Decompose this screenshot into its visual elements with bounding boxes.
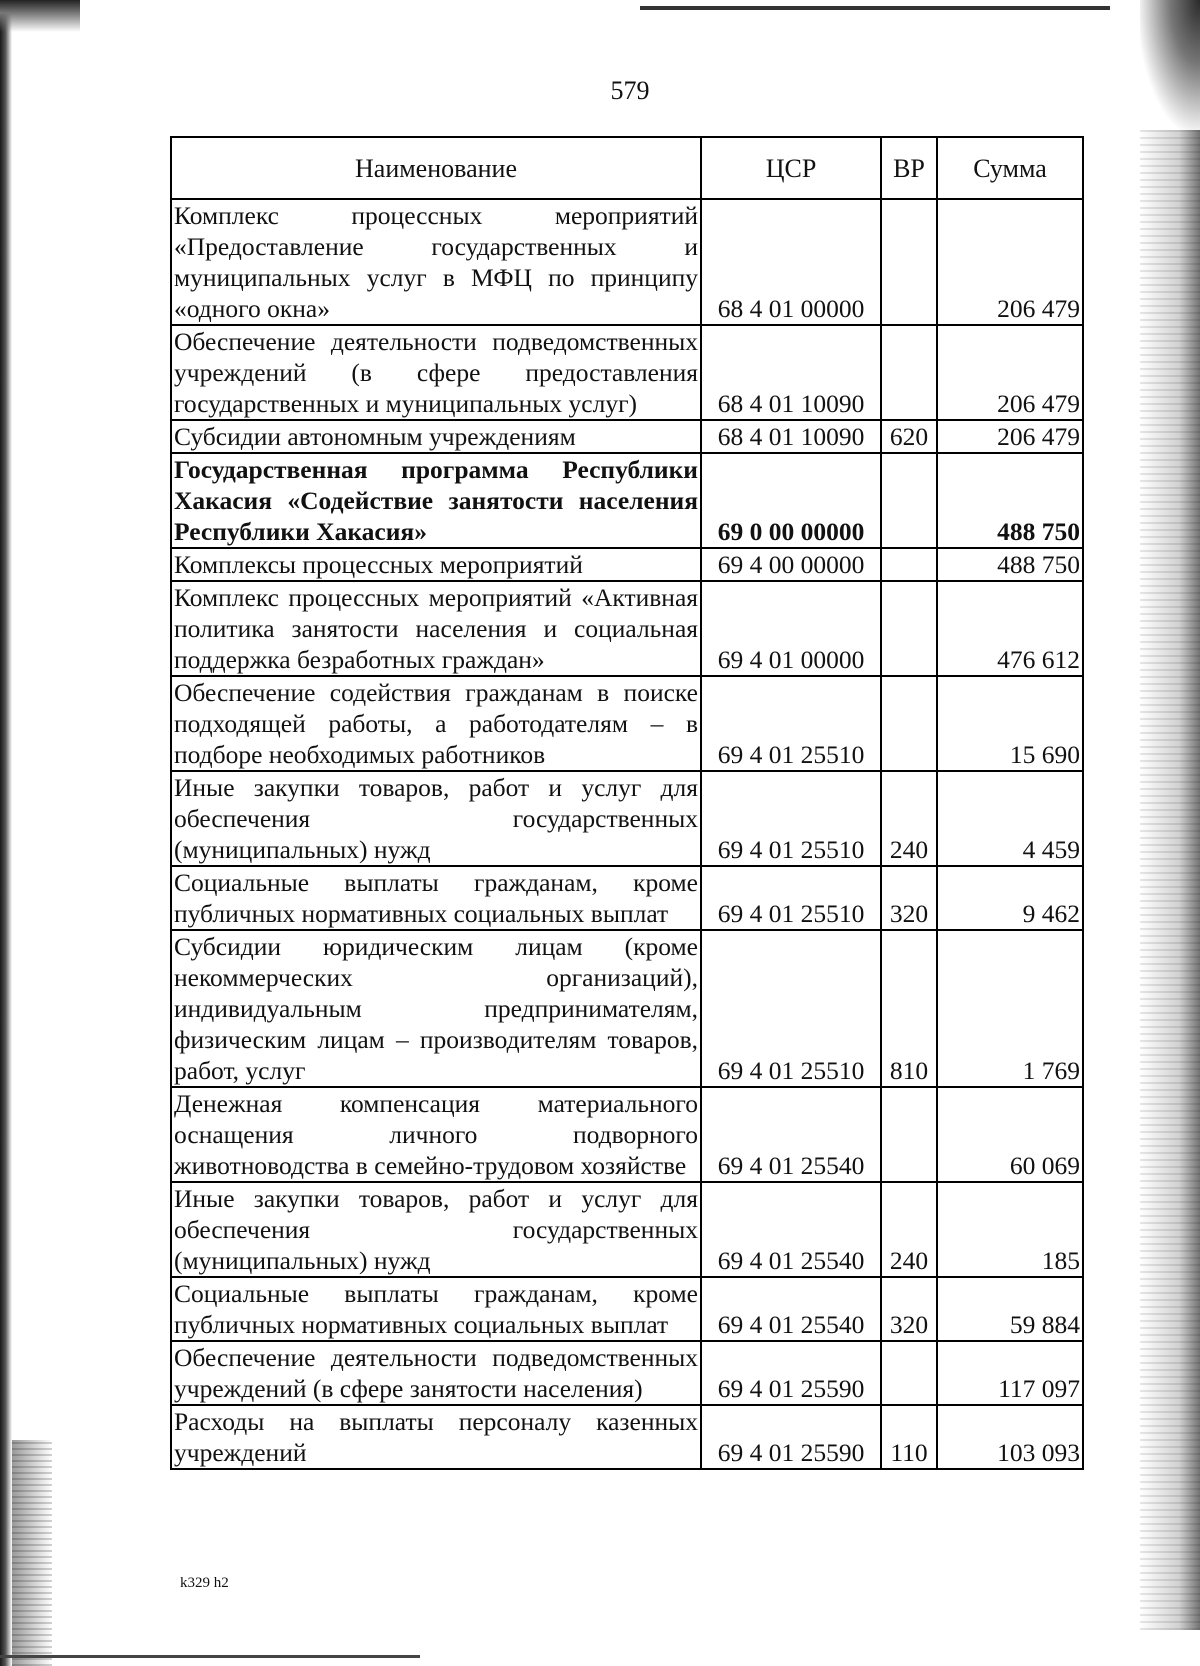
scan-left-edge	[0, 0, 12, 1666]
row-sum-cell: 60 069	[937, 1087, 1083, 1182]
row-name-cell: Государственная программа Республики Хакасия «Содействие занятости населения Республики Хакасия»	[171, 453, 701, 548]
row-sum-cell: 206 479	[937, 420, 1083, 453]
row-vr-cell: 620	[881, 420, 937, 453]
row-name-cell: Обеспечение содействия гражданам в поиске подходящей работы, а работодателям – в подборе необходимых работников	[171, 676, 701, 771]
scan-right-speckle	[1140, 130, 1200, 1630]
row-vr-cell: 320	[881, 1277, 937, 1341]
table-header-row	[171, 137, 1083, 199]
row-vr-cell	[881, 548, 937, 581]
row-csr-cell: 69 4 00 00000	[701, 548, 881, 581]
row-csr-cell: 69 4 01 25540	[701, 1277, 881, 1341]
row-vr-cell: 240	[881, 1182, 937, 1277]
scan-top-left-corner	[0, 0, 80, 32]
row-vr-cell	[881, 1341, 937, 1405]
row-csr-cell: 69 4 01 25510	[701, 771, 881, 866]
row-csr-cell: 69 4 01 25590	[701, 1405, 881, 1469]
header-sum: Сумма	[937, 137, 1083, 199]
table-row	[171, 325, 1083, 420]
row-csr-cell: 69 4 01 25540	[701, 1087, 881, 1182]
table-row	[171, 1087, 1083, 1182]
row-sum-cell: 185	[937, 1182, 1083, 1277]
table-row	[171, 453, 1083, 548]
row-csr-cell: 68 4 01 10090	[701, 420, 881, 453]
row-csr-cell: 69 4 01 00000	[701, 581, 881, 676]
row-csr-cell: 69 4 01 25510	[701, 866, 881, 930]
row-csr-cell: 69 4 01 25510	[701, 930, 881, 1087]
budget-table	[170, 136, 1084, 1470]
row-csr-cell: 69 4 01 25510	[701, 676, 881, 771]
header-vr: ВР	[881, 137, 937, 199]
table-row	[171, 771, 1083, 866]
row-sum-cell: 1 769	[937, 930, 1083, 1087]
row-name-cell: Комплекс процессных мероприятий «Предоставление государственных и муниципальных услуг в МФЦ по принципу «одного окна»	[171, 199, 701, 325]
scan-top-line	[640, 6, 1110, 10]
row-vr-cell: 810	[881, 930, 937, 1087]
table-row	[171, 1182, 1083, 1277]
header-csr: ЦСР	[701, 137, 881, 199]
row-name-cell: Социальные выплаты гражданам, кроме публичных нормативных социальных выплат	[171, 866, 701, 930]
row-sum-cell: 9 462	[937, 866, 1083, 930]
row-vr-cell	[881, 325, 937, 420]
row-csr-cell: 69 0 00 00000	[701, 453, 881, 548]
table-row	[171, 866, 1083, 930]
table-row	[171, 1405, 1083, 1469]
row-csr-cell: 68 4 01 10090	[701, 325, 881, 420]
row-name-cell: Социальные выплаты гражданам, кроме публичных нормативных социальных выплат	[171, 1277, 701, 1341]
row-csr-cell: 69 4 01 25540	[701, 1182, 881, 1277]
row-sum-cell: 103 093	[937, 1405, 1083, 1469]
table-row	[171, 581, 1083, 676]
header-name: Наименование	[171, 137, 701, 199]
row-sum-cell: 15 690	[937, 676, 1083, 771]
row-name-cell: Субсидии автономным учреждениям	[171, 420, 701, 453]
table-row	[171, 548, 1083, 581]
row-sum-cell: 4 459	[937, 771, 1083, 866]
row-name-cell: Денежная компенсация материального оснащения личного подворного животноводства в семейно-трудовом хозяйстве	[171, 1087, 701, 1182]
row-sum-cell: 488 750	[937, 453, 1083, 548]
row-sum-cell: 206 479	[937, 199, 1083, 325]
row-name-cell: Субсидии юридическим лицам (кроме некоммерческих организаций), индивидуальным предпринимателям, физическим лицам – производителям товаров, работ, услуг	[171, 930, 701, 1087]
row-vr-cell	[881, 1087, 937, 1182]
table-row	[171, 1277, 1083, 1341]
row-sum-cell: 117 097	[937, 1341, 1083, 1405]
row-sum-cell: 59 884	[937, 1277, 1083, 1341]
row-name-cell: Обеспечение деятельности подведомственных учреждений (в сфере занятости населения)	[171, 1341, 701, 1405]
row-csr-cell: 68 4 01 00000	[701, 199, 881, 325]
table-row	[171, 930, 1083, 1087]
scan-top-right-corner	[1140, 0, 1200, 130]
row-vr-cell: 320	[881, 866, 937, 930]
row-vr-cell	[881, 453, 937, 548]
table-row	[171, 420, 1083, 453]
scan-left-speckle	[12, 1440, 52, 1666]
row-vr-cell: 110	[881, 1405, 937, 1469]
row-name-cell: Расходы на выплаты персоналу казенных учреждений	[171, 1405, 701, 1469]
table-row	[171, 199, 1083, 325]
row-name-cell: Обеспечение деятельности подведомственных учреждений (в сфере предоставления государственных и муниципальных услуг)	[171, 325, 701, 420]
row-name-cell: Комплекс процессных мероприятий «Активная политика занятости населения и социальная поддержка безработных граждан»	[171, 581, 701, 676]
table-row	[171, 1341, 1083, 1405]
table-row	[171, 676, 1083, 771]
row-vr-cell	[881, 581, 937, 676]
row-vr-cell: 240	[881, 771, 937, 866]
page-number: 579	[610, 76, 650, 105]
row-name-cell: Иные закупки товаров, работ и услуг для обеспечения государственных (муниципальных) нужд	[171, 1182, 701, 1277]
row-sum-cell: 476 612	[937, 581, 1083, 676]
row-sum-cell: 488 750	[937, 548, 1083, 581]
row-csr-cell: 69 4 01 25590	[701, 1341, 881, 1405]
row-name-cell: Иные закупки товаров, работ и услуг для обеспечения государственных (муниципальных) нужд	[171, 771, 701, 866]
row-vr-cell	[881, 676, 937, 771]
footer-code: k329 h2	[180, 1575, 229, 1591]
scan-bottom-line	[0, 1655, 420, 1658]
table-body	[171, 199, 1083, 1469]
row-sum-cell: 206 479	[937, 325, 1083, 420]
row-name-cell: Комплексы процессных мероприятий	[171, 548, 701, 581]
row-vr-cell	[881, 199, 937, 325]
